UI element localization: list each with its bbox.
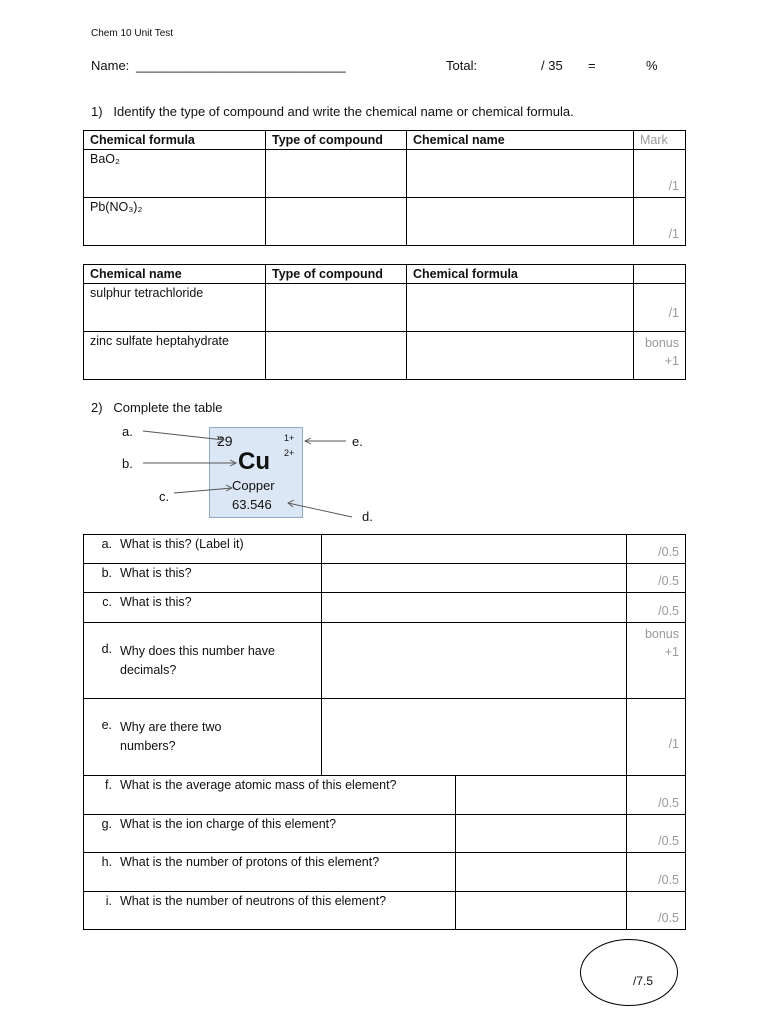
element-questions-table [83,534,686,776]
mark-cell: /0.5 [627,815,686,853]
table-row [84,564,686,593]
header-chemical-formula: Chemical formula [407,265,634,284]
question-letter: a. [101,537,112,551]
answer-cell[interactable] [456,853,627,892]
formula-cell: BaO₂ [84,150,266,198]
table-row [84,853,686,892]
element-name: Copper [232,478,275,493]
question-letter: d. [101,641,112,656]
question-letter: f. [105,778,112,792]
mark-line-1: bonus [644,336,679,350]
arrow-a [143,431,224,443]
name-label: Name: [91,58,130,73]
question-text: Why does this number have decimals? [120,643,275,677]
label-b: b. [122,456,133,471]
question-text: What is the ion charge of this element? [120,817,337,831]
mark-cell: /0.5 [627,593,686,623]
answer-cell[interactable] [322,593,627,623]
arrow-e [305,438,346,444]
question-text: What is the average atomic mass of this element? [120,778,397,792]
question-text: What is this? [120,566,192,580]
question-text: What is the number of neutrons of this element? [120,894,387,908]
table-row [84,892,686,930]
header-chemical-formula: Chemical formula [84,131,266,150]
arrow-c [174,485,232,493]
mark-line-2: /1 [668,306,679,320]
label-a: a. [122,424,133,439]
header-chemical-name: Chemical name [84,265,266,284]
mark-cell: /0.5 [627,535,686,564]
atomic-mass: 63.546 [232,497,272,512]
question-text: Why are there two numbers? [120,720,222,753]
section-score-oval [580,939,678,1006]
question-letter: g. [101,817,112,831]
question-letter: e. [101,718,112,732]
atomic-number: 29 [217,433,233,449]
course-title: Chem 10 Unit Test [91,28,174,39]
ion-charge-1: 1+ [284,433,295,443]
total-label: Total: [446,58,478,73]
name-cell: zinc sulfate heptahydrate [84,332,266,380]
equals-sign: = [588,58,596,73]
answer-cell[interactable] [456,776,627,815]
name-blank[interactable]: _____________________________ [136,58,346,73]
mark-cell: /1 [627,699,686,776]
answer-cell[interactable] [322,535,627,564]
ion-charge-2: 2+ [284,448,295,458]
question-letter: h. [101,855,112,869]
mark-cell: /0.5 [627,776,686,815]
answer-cell[interactable] [456,815,627,853]
table-row [84,535,686,564]
answer-cell[interactable] [322,699,627,776]
mark-cell: /0.5 [627,892,686,930]
table-row [84,699,686,776]
answer-cell[interactable] [456,892,627,930]
question-letter: i. [105,894,112,908]
percent-sign: % [646,58,658,73]
mark-cell: /0.5 [627,564,686,593]
header-type-of-compound: Type of compound [266,265,407,284]
element-facts-table [83,775,686,930]
label-c: c. [159,489,170,504]
mark-cell: /0.5 [627,853,686,892]
mark-line-2: +1 [664,645,679,659]
q2-prompt: 2) Complete the table [91,400,223,415]
label-e: e. [352,434,363,449]
label-d: d. [362,509,373,524]
mark-line-2: +1 [664,354,679,368]
section-total: /7.5 [633,974,654,988]
answer-cell[interactable] [322,564,627,593]
mark-line-1: bonus [644,627,679,641]
question-letter: c. [102,595,112,609]
question-text: What is this? (Label it) [120,537,244,551]
table-row [84,776,686,815]
question-letter: b. [101,566,112,580]
total-out-of: / 35 [541,58,563,73]
formula-cell: Pb(NO₃)₂ [84,198,266,246]
header-type-of-compound: Type of compound [266,131,407,150]
element-symbol: Cu [238,448,270,475]
question-text: What is the number of protons of this element? [120,855,380,869]
table-row [84,815,686,853]
arrow-b [143,460,236,466]
name-cell: sulphur tetrachloride [84,284,266,332]
mark-cell [627,623,686,699]
header-mark: Mark [634,131,686,150]
table-row [84,623,686,699]
question-text: What is this? [120,595,192,609]
answer-cell[interactable] [322,623,627,699]
table-row [84,593,686,623]
mark-cell: /1 [634,198,686,246]
mark-cell: /1 [634,150,686,198]
arrow-d [288,500,352,517]
q1-prompt: 1) Identify the type of compound and write the chemical name or chemical formula. [91,104,574,119]
header-chemical-name: Chemical name [407,131,634,150]
